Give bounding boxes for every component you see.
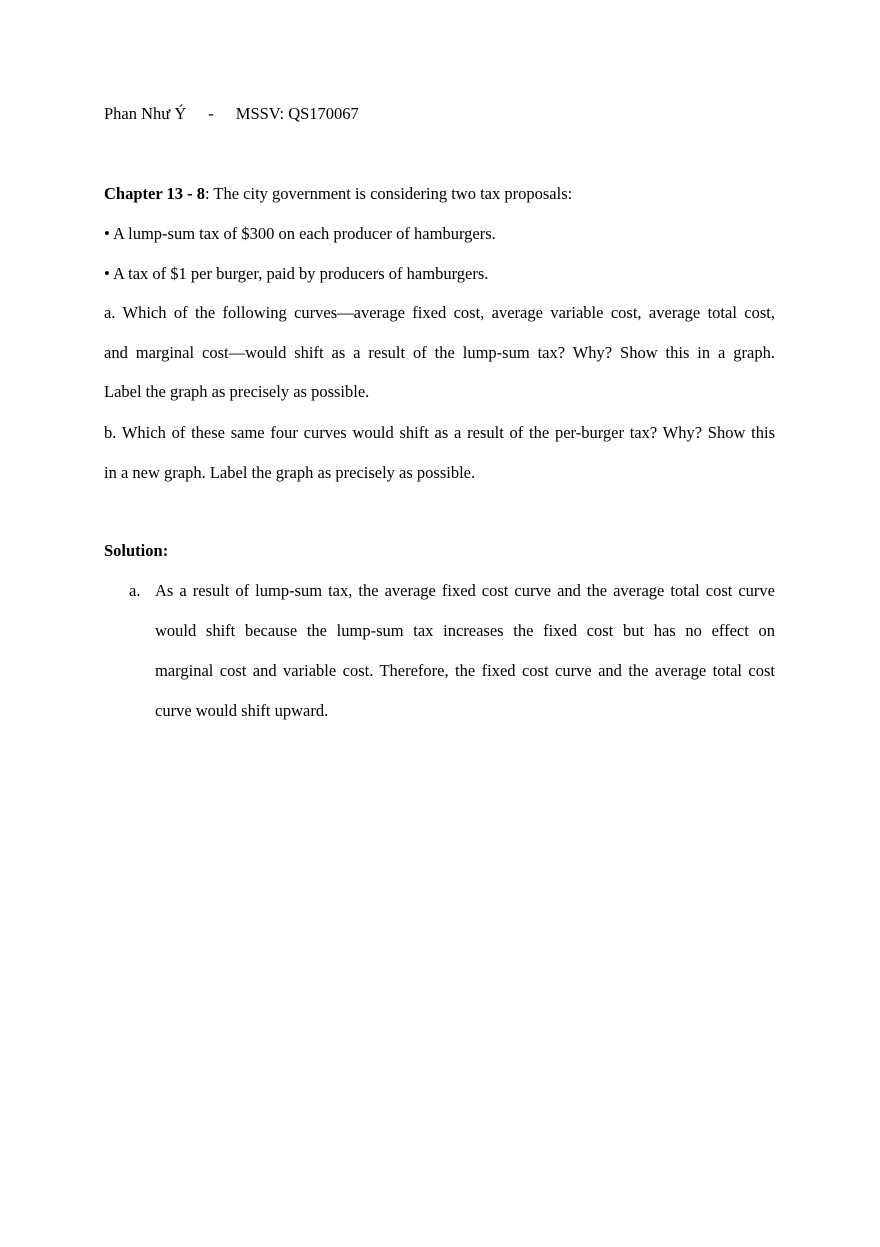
header-separator: -: [208, 104, 214, 123]
part-a-line-2: and marginal cost—would shift as a result of the lump-sum tax? Why? Show this in a graph.: [104, 343, 775, 362]
part-b-line-1: b. Which of these same four curves would shift as a result of the per-burger tax? Why? Show this: [104, 423, 775, 442]
author-name: Phan Như Ý: [104, 104, 187, 123]
solution-line-4: curve would shift upward.: [155, 701, 329, 720]
solution-item-marker: a.: [129, 581, 141, 600]
part-a-line-1: a. Which of the following curves—average fixed cost, average variable cost, average total cost,: [104, 303, 775, 322]
solution-line-2: would shift because the lump-sum tax increases the fixed cost but has no effect on: [155, 621, 775, 640]
bullet-per-burger: • A tax of $1 per burger, paid by producers of hamburgers.: [104, 264, 489, 283]
solution-line-1: As a result of lump-sum tax, the average fixed cost curve and the average total cost curve: [155, 581, 775, 600]
student-id: MSSV: QS170067: [235, 104, 359, 123]
header-line: [104, 104, 359, 124]
part-b-line-2: in a new graph. Label the graph as precisely as possible.: [104, 463, 476, 482]
solution-heading-text: Solution:: [104, 541, 169, 560]
solution-line-3: marginal cost and variable cost. Therefore, the fixed cost curve and the average total cost: [155, 661, 775, 680]
bullet-lump-sum: • A lump-sum tax of $300 on each producer of hamburgers.: [104, 224, 496, 243]
chapter-label: Chapter 13 - 8: [104, 184, 205, 203]
solution-heading: [104, 541, 168, 561]
problem-title: [104, 184, 572, 204]
problem-intro: : The city government is considering two tax proposals:: [204, 184, 573, 203]
part-a-line-3: Label the graph as precisely as possible.: [104, 382, 370, 401]
